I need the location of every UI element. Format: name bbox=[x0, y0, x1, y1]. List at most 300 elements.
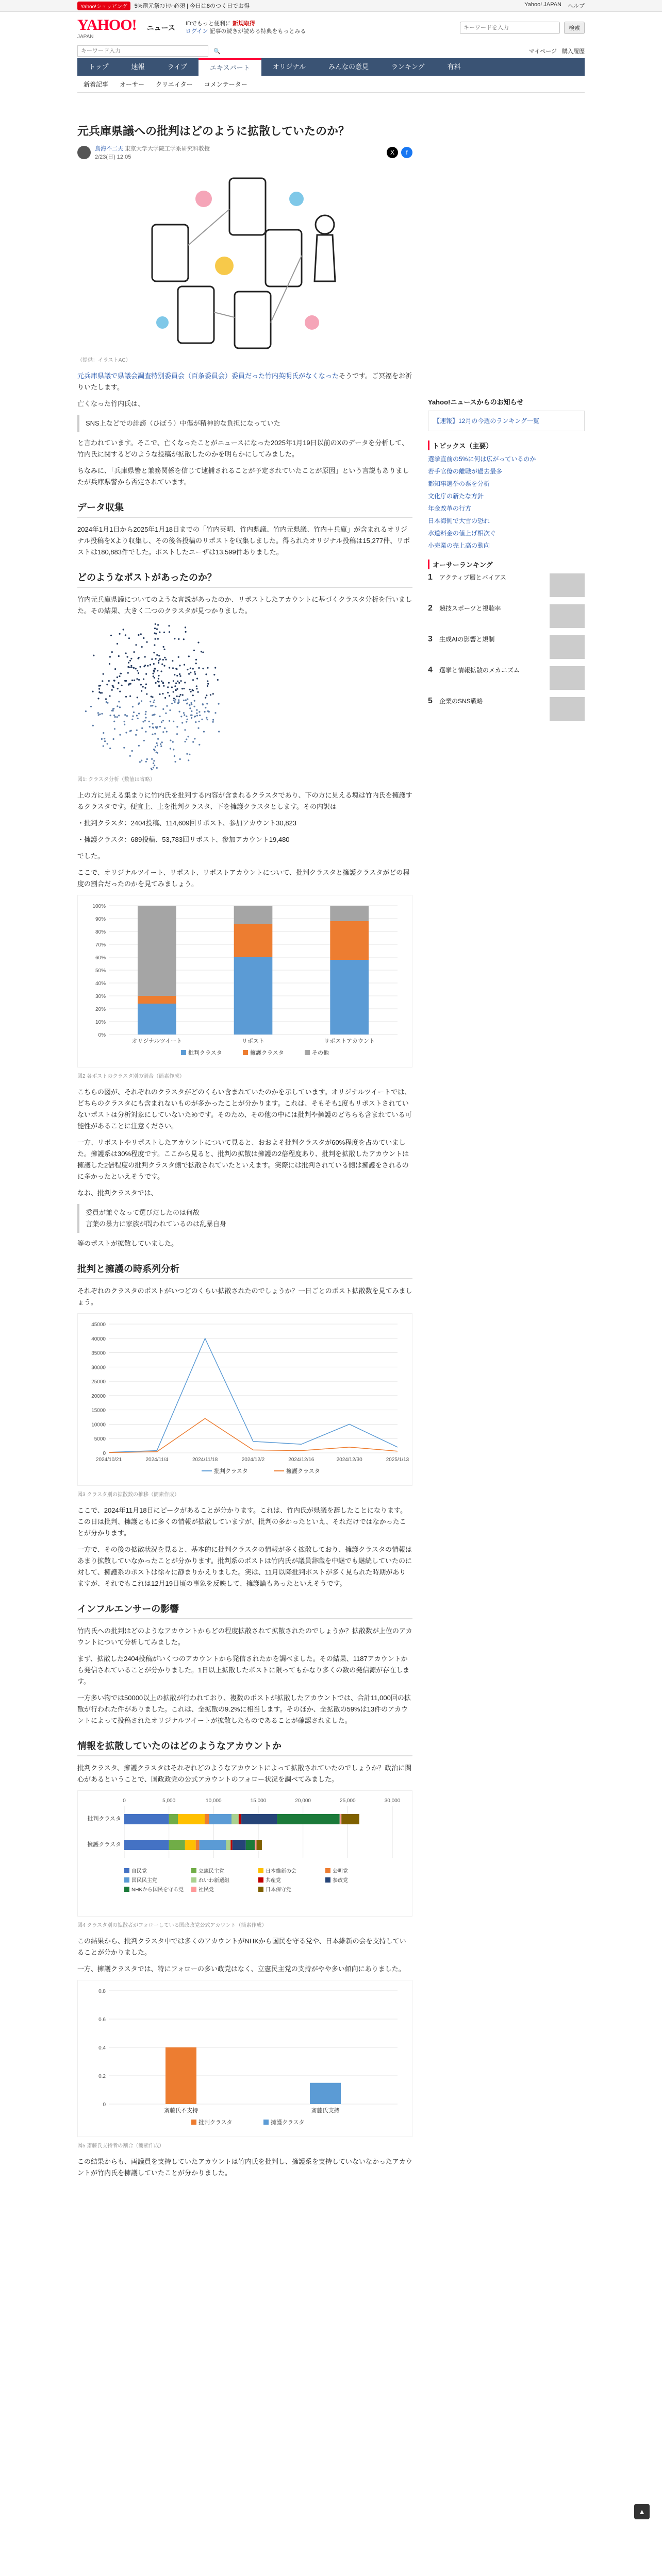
bar-segment bbox=[234, 906, 273, 924]
network-node bbox=[138, 703, 139, 704]
nav-paid[interactable]: 有料 bbox=[447, 63, 461, 71]
legend-swatch bbox=[191, 2120, 196, 2125]
main-nav bbox=[77, 58, 585, 76]
legend-swatch bbox=[124, 1868, 129, 1873]
network-node bbox=[142, 721, 144, 722]
help-link[interactable]: ヘルプ bbox=[568, 3, 585, 9]
login-announcement: IDでもっと便利に 新規取得 ログイン 記事の続きが読める特典をもっとみる bbox=[185, 21, 306, 35]
network-node bbox=[113, 708, 114, 709]
y-tick-label: 90% bbox=[95, 917, 106, 922]
network-node bbox=[163, 685, 164, 687]
network-node bbox=[134, 680, 135, 681]
topic-item[interactable]: 文化庁の新たな方針 bbox=[428, 493, 484, 500]
legend-label: れいわ新選組 bbox=[198, 1878, 229, 1884]
network-node bbox=[131, 667, 133, 668]
ranking-thumbnail bbox=[550, 635, 585, 659]
bar-chart-caption: 図2 各ポストのクラスタ別の割合（簡素作成） bbox=[77, 1074, 185, 1079]
service-name[interactable]: ニュース bbox=[146, 24, 175, 32]
network-node bbox=[176, 733, 178, 735]
y-tick-label: 0 bbox=[103, 2102, 106, 2108]
y-tick-label: 80% bbox=[95, 929, 106, 935]
network-node bbox=[187, 719, 188, 720]
network-node bbox=[144, 687, 146, 689]
y-tick-label: 45000 bbox=[91, 1322, 106, 1328]
paragraph: なお、批判クラスタでは、 bbox=[77, 1189, 158, 1197]
y-tick-label: 0.2 bbox=[98, 2074, 106, 2079]
network-node bbox=[154, 668, 155, 669]
bar-segment bbox=[231, 1814, 239, 1824]
network-node bbox=[114, 728, 115, 730]
network-node bbox=[183, 700, 185, 701]
legend-label: 批判クラスタ bbox=[214, 1468, 248, 1475]
network-node bbox=[173, 700, 175, 701]
bar-segment bbox=[330, 960, 369, 1035]
network-node bbox=[180, 716, 182, 717]
bar bbox=[166, 2047, 196, 2104]
network-node bbox=[161, 741, 163, 743]
x-tick-label: 2024/10/21 bbox=[95, 1457, 122, 1463]
network-node bbox=[196, 678, 198, 680]
network-node bbox=[169, 720, 170, 722]
topic-item[interactable]: 都知事選挙の票を分析 bbox=[428, 480, 490, 487]
ranking-thumbnail bbox=[550, 573, 585, 597]
network-node bbox=[117, 676, 118, 678]
network-node bbox=[188, 759, 189, 761]
bar-segment bbox=[138, 906, 176, 996]
ranking-item[interactable]: 5 企業のSNS戦略 bbox=[428, 697, 585, 721]
network-node bbox=[160, 745, 162, 747]
y-tick-label: 5000 bbox=[94, 1436, 106, 1443]
y-tick-label: 10% bbox=[95, 1020, 106, 1025]
network-node bbox=[129, 731, 131, 732]
y-tick-label: 批判クラスタ bbox=[87, 1816, 121, 1822]
bar bbox=[310, 2083, 341, 2104]
network-node bbox=[186, 703, 188, 704]
network-node bbox=[108, 680, 110, 682]
network-node bbox=[188, 736, 189, 737]
network-node bbox=[121, 685, 123, 686]
bar-segment bbox=[233, 1840, 246, 1850]
network-node bbox=[218, 731, 220, 732]
network-node bbox=[132, 715, 134, 717]
legend-label: 国民民主党 bbox=[131, 1878, 157, 1884]
network-node bbox=[107, 702, 108, 704]
network-node bbox=[183, 638, 185, 640]
paragraph: 一方多い物では50000以上の拡散が行われており、複数のポストが拡散したアカウントでは、合計11,000回の拡散が行われた件がありました。これは、全拡散の9.2%に相当します。そのほか、全拡散の59%は13件のアカウントによって投稿されたオリジナルツイートが拡散したものであることが確認されました。 bbox=[77, 1694, 411, 1724]
section-heading: どのようなポストがあったのか？ bbox=[77, 570, 412, 588]
network-node bbox=[207, 667, 208, 669]
network-node bbox=[114, 716, 116, 718]
network-node bbox=[158, 681, 159, 683]
network-node bbox=[191, 717, 192, 719]
network-node bbox=[128, 637, 130, 639]
network-node bbox=[184, 664, 185, 666]
network-node bbox=[136, 715, 138, 716]
network-node bbox=[156, 742, 158, 744]
x-tick-label: 30,000 bbox=[384, 1798, 401, 1804]
network-node bbox=[174, 674, 175, 675]
network-node bbox=[185, 741, 186, 742]
mypage-link[interactable]: マイページ bbox=[528, 48, 557, 55]
x-tick-label: 2025/1/13 bbox=[386, 1457, 409, 1463]
network-node bbox=[123, 747, 125, 749]
network-node bbox=[217, 679, 219, 681]
network-node bbox=[164, 657, 166, 658]
network-node bbox=[153, 673, 154, 674]
network-node bbox=[201, 651, 202, 652]
x-tick-label: 20,000 bbox=[295, 1798, 311, 1804]
section-heading: データ収集 bbox=[77, 500, 412, 518]
ranking-thumbnail bbox=[550, 666, 585, 690]
network-node bbox=[137, 697, 138, 698]
topic-item[interactable]: 日本海側で大雪の恐れ bbox=[428, 517, 490, 524]
network-node bbox=[144, 656, 146, 657]
network-node bbox=[129, 755, 131, 757]
nav-original[interactable]: オリジナル bbox=[272, 63, 306, 71]
history-link[interactable]: 購入履歴 bbox=[562, 48, 585, 55]
network-node bbox=[171, 686, 173, 688]
paragraph: ここで、オリジナルツイート、リポスト、リポストアカウントについて、批判クラスタと擁護クラスタがどの程度の割合だったのかを見てみましょう。 bbox=[77, 869, 410, 888]
network-node bbox=[110, 635, 112, 636]
network-graph bbox=[77, 622, 232, 771]
network-node bbox=[141, 760, 142, 761]
network-node bbox=[194, 716, 196, 717]
legend-swatch bbox=[258, 1887, 263, 1892]
network-node bbox=[178, 656, 179, 658]
network-node bbox=[172, 667, 174, 669]
nav-breaking[interactable]: 速報 bbox=[131, 63, 145, 71]
paragraph: 亡くなった竹内氏は、 bbox=[77, 400, 145, 408]
promo-link[interactable]: 5%還元祭ｴﾝﾄﾘｰ必須 | 今日は8のつく日でお得 bbox=[134, 3, 250, 9]
topic-item[interactable]: 小売業の売上高の動向 bbox=[428, 542, 490, 549]
nav-expert[interactable]: エキスパート bbox=[198, 58, 261, 76]
network-node bbox=[153, 767, 154, 768]
network-node bbox=[141, 700, 142, 702]
network-node bbox=[214, 712, 216, 714]
network-node bbox=[207, 681, 208, 682]
bar-segment bbox=[257, 1840, 262, 1850]
network-node bbox=[168, 682, 170, 684]
network-node bbox=[119, 734, 121, 736]
ranking-item[interactable]: 2 競技スポーツと視聴率 bbox=[428, 604, 585, 628]
network-node bbox=[98, 688, 100, 690]
network-node bbox=[158, 675, 159, 676]
nav-opinion[interactable]: みんなの意見 bbox=[328, 63, 369, 71]
network-node bbox=[161, 681, 162, 682]
y-tick-label: 35000 bbox=[91, 1350, 106, 1357]
subnav-new[interactable]: 新着記事 bbox=[84, 80, 109, 88]
network-node bbox=[187, 698, 188, 700]
ranking-thumbnail bbox=[550, 697, 585, 721]
network-node bbox=[157, 638, 159, 640]
yahoo-japan-link[interactable]: Yahoo! JAPAN bbox=[524, 2, 561, 8]
legend-swatch bbox=[191, 1887, 196, 1892]
bar-segment bbox=[330, 906, 369, 921]
subnav-creator[interactable]: クリエイター bbox=[156, 80, 193, 88]
network-node bbox=[117, 705, 118, 707]
bar-segment bbox=[234, 957, 273, 1035]
topic-item[interactable]: 水道料金の値上げ相次ぐ bbox=[428, 530, 496, 537]
ranking-item[interactable]: 3 生成AIの影響と規制 bbox=[428, 635, 585, 659]
ranking-item[interactable]: 4 選挙と情報拡散のメカニズム bbox=[428, 666, 585, 690]
search-icon[interactable]: 🔍 bbox=[213, 48, 221, 55]
sidebar-banner-title: Yahoo!ニュースからのお知らせ bbox=[428, 398, 524, 406]
section-heading: 情報を拡散していたのはどのようなアカウントか bbox=[77, 1739, 412, 1756]
paragraph: 竹内氏への批判はどのようなアカウントからどの程度拡散されて拡散されたのでしょうか？拡散数が上位のアカウントについて分析してみました。 bbox=[77, 1627, 412, 1646]
network-node bbox=[98, 714, 100, 716]
network-node bbox=[196, 685, 197, 687]
network-node bbox=[196, 713, 197, 714]
network-node bbox=[181, 722, 183, 723]
nav-ranking[interactable]: ランキング bbox=[391, 63, 425, 71]
network-node bbox=[146, 693, 147, 695]
signup-link[interactable]: 新規取得 bbox=[232, 21, 255, 27]
network-node bbox=[135, 668, 137, 669]
series-line bbox=[109, 1418, 398, 1452]
network-node bbox=[93, 655, 94, 656]
network-node bbox=[193, 650, 195, 651]
network-node bbox=[167, 686, 169, 688]
network-node bbox=[189, 704, 190, 705]
network-node bbox=[169, 631, 170, 633]
network-node bbox=[143, 679, 144, 680]
network-node bbox=[171, 703, 173, 704]
x-share-icon[interactable]: X bbox=[387, 147, 398, 158]
legend-swatch bbox=[258, 1877, 263, 1883]
login-link[interactable]: ログイン bbox=[185, 28, 208, 35]
network-node bbox=[179, 711, 180, 713]
network-node bbox=[162, 708, 164, 710]
topic-item[interactable]: 若手官僚の離職が過去最多 bbox=[428, 468, 503, 475]
network-node bbox=[146, 758, 148, 760]
network-node bbox=[119, 675, 120, 677]
nav-live[interactable]: ライブ bbox=[167, 63, 187, 71]
y-tick-label: 25000 bbox=[91, 1379, 106, 1385]
legend-swatch bbox=[305, 1050, 310, 1055]
network-node bbox=[104, 738, 105, 739]
network-node bbox=[153, 762, 154, 764]
network-node bbox=[199, 715, 201, 716]
network-node bbox=[163, 665, 165, 667]
network-node bbox=[170, 748, 171, 750]
sidebar-banner-item[interactable]: 【速報】12月の今週のランキング一覧 bbox=[428, 411, 585, 431]
network-node bbox=[130, 665, 132, 667]
network-node bbox=[192, 668, 194, 669]
network-node bbox=[158, 655, 160, 656]
network-node bbox=[145, 761, 147, 762]
network-node bbox=[206, 703, 208, 704]
network-node bbox=[207, 719, 208, 720]
network-node bbox=[158, 678, 159, 680]
network-node bbox=[196, 688, 197, 689]
network-node bbox=[106, 684, 108, 685]
network-node bbox=[194, 673, 196, 675]
paragraph: 竹内元兵庫県議についてのような言説があったのか、リポストしたアカウントに基づくクラスタ分析を行いました。その結果、大きく二つのクラスタが見つかりました。 bbox=[77, 596, 412, 615]
network-node bbox=[162, 693, 163, 694]
y-tick-label: 15000 bbox=[91, 1408, 106, 1414]
network-node bbox=[131, 719, 133, 720]
bar-segment bbox=[209, 1814, 231, 1824]
subnav-author[interactable]: オーサー bbox=[120, 80, 145, 88]
legend-swatch bbox=[181, 1050, 186, 1055]
network-node bbox=[107, 743, 108, 744]
ranking-thumbnail bbox=[550, 604, 585, 628]
x-tick-label: 斎藤氏支持 bbox=[311, 2108, 340, 2114]
yahoo-logo[interactable]: YAHOO! JAPAN bbox=[77, 16, 137, 40]
network-node bbox=[178, 699, 179, 701]
network-node bbox=[149, 726, 151, 727]
network-node bbox=[182, 694, 184, 696]
x-tick-label: オリジナルツイート bbox=[131, 1038, 183, 1044]
network-node bbox=[202, 652, 204, 653]
network-node bbox=[135, 644, 137, 646]
network-node bbox=[154, 677, 155, 679]
network-node bbox=[143, 740, 145, 741]
site-search-input[interactable] bbox=[460, 22, 560, 34]
network-node bbox=[138, 658, 139, 659]
network-node bbox=[206, 694, 207, 696]
x-tick-label: 2024/11/4 bbox=[145, 1457, 169, 1463]
network-node bbox=[153, 749, 155, 750]
network-node bbox=[141, 727, 143, 729]
paragraph: 上の方に見える集まりに竹内氏を批判する内容が含まれるクラスタであり、下の方に見える塊は竹内氏を擁護するクラスタです。便宜上、上を批判クラスタ、下を擁護クラスタとします。その内訳は bbox=[77, 791, 412, 810]
article-title: 元兵庫県議への批判はどのように拡散していたのか？ bbox=[77, 125, 350, 138]
network-node bbox=[125, 634, 126, 636]
network-node bbox=[103, 732, 104, 734]
network-node bbox=[173, 680, 174, 682]
network-node bbox=[197, 727, 199, 729]
y-tick-label: 20000 bbox=[91, 1393, 106, 1399]
news-search-input[interactable] bbox=[77, 45, 208, 57]
legend-swatch bbox=[325, 1877, 330, 1883]
network-node bbox=[103, 745, 104, 747]
network-node bbox=[166, 731, 168, 733]
network-node bbox=[154, 714, 155, 715]
legend-swatch bbox=[191, 1877, 196, 1883]
network-node bbox=[125, 732, 127, 733]
network-node bbox=[150, 664, 151, 666]
network-node bbox=[118, 682, 119, 684]
network-node bbox=[117, 716, 118, 718]
network-node bbox=[205, 697, 206, 699]
network-node bbox=[154, 765, 155, 766]
ranking-item[interactable]: 1 アクティブ層とバイアス bbox=[428, 573, 585, 597]
site-search-button[interactable]: 検索 bbox=[564, 22, 585, 34]
network-node bbox=[145, 731, 146, 733]
author-name[interactable]: 鳥海不二夫 bbox=[95, 146, 123, 152]
series-line bbox=[109, 1338, 398, 1452]
network-node bbox=[101, 713, 103, 715]
network-node bbox=[131, 750, 133, 752]
network-node bbox=[152, 734, 153, 735]
y-tick-label: 20% bbox=[95, 1007, 106, 1012]
x-tick-label: 2024/11/18 bbox=[192, 1457, 218, 1463]
bar-segment bbox=[246, 1840, 255, 1850]
author-avatar[interactable] bbox=[77, 146, 91, 159]
share-buttons bbox=[387, 147, 412, 158]
network-node bbox=[205, 707, 206, 708]
bar-segment bbox=[200, 1840, 226, 1850]
support-bar-chart bbox=[77, 1980, 412, 2137]
network-node bbox=[85, 710, 87, 712]
facebook-share-icon[interactable]: f bbox=[401, 147, 412, 158]
nav-top[interactable]: トップ bbox=[89, 63, 109, 71]
network-node bbox=[120, 673, 121, 674]
network-node bbox=[212, 721, 214, 723]
network-node bbox=[118, 701, 120, 702]
section-heading: 批判と擁護の時系列分析 bbox=[77, 1262, 412, 1279]
x-tick-label: 2024/12/16 bbox=[288, 1457, 315, 1463]
scroll-top-button[interactable]: ▲ bbox=[634, 2504, 650, 2519]
article-date: 2/23(日) 12:05 bbox=[95, 154, 131, 160]
network-node bbox=[153, 760, 155, 761]
network-node bbox=[187, 669, 188, 670]
network-node bbox=[97, 698, 99, 699]
network-node bbox=[155, 623, 156, 625]
network-node bbox=[151, 768, 152, 769]
network-node bbox=[192, 694, 194, 696]
y-tick-label: 0.4 bbox=[98, 2045, 106, 2051]
network-node bbox=[159, 726, 161, 727]
bar-segment bbox=[196, 1840, 200, 1850]
bar-segment bbox=[169, 1814, 178, 1824]
network-node bbox=[152, 696, 153, 698]
network-node bbox=[162, 720, 164, 721]
network-node bbox=[127, 656, 128, 657]
network-node bbox=[117, 688, 119, 689]
network-node bbox=[173, 749, 174, 750]
network-node bbox=[109, 695, 110, 697]
network-node bbox=[180, 680, 182, 682]
legend-label: 擁護クラスタ bbox=[286, 1468, 320, 1475]
y-tick-label: 40000 bbox=[91, 1336, 106, 1342]
network-node bbox=[190, 672, 191, 673]
network-node bbox=[168, 625, 170, 626]
top-utility-bar bbox=[0, 0, 662, 12]
network-node bbox=[157, 744, 158, 746]
shopping-pill[interactable]: Yahoo!ショッピング bbox=[77, 2, 130, 10]
network-node bbox=[118, 655, 120, 657]
network-node bbox=[155, 658, 157, 659]
stat-line: ・擁護クラスタ：689投稿、53,783回リポスト、参加アカウント19,480 bbox=[77, 836, 290, 843]
x-tick-label: 斎藤氏不支持 bbox=[164, 2108, 198, 2114]
network-node bbox=[197, 691, 199, 693]
subnav-commentator[interactable]: コメンテーター bbox=[204, 80, 247, 88]
x-tick-label: 2024/12/2 bbox=[241, 1457, 265, 1463]
quote-block: SNS上などでの誹謗（ひぼう）中傷が精神的な負担になっていた bbox=[77, 415, 412, 432]
paragraph: 批判クラスタ、擁護クラスタはそれぞれどのようなアカウントによって拡散されていたのでしょうか？政治に関心があるということで、国政政党の公式アカウントのフォロー状況を調べてみました。 bbox=[77, 1764, 412, 1783]
topic-item[interactable]: 年金改革の行方 bbox=[428, 505, 472, 512]
x-tick-label: リポスト bbox=[242, 1038, 264, 1044]
network-node bbox=[113, 721, 115, 722]
y-tick-label: 0% bbox=[98, 1032, 106, 1038]
ranking-title: オーサーランキング bbox=[428, 560, 585, 569]
network-node bbox=[140, 633, 142, 635]
network-node bbox=[165, 659, 167, 660]
paragraph: この結果からも、両議員を支持していたアカウントは竹内氏を批判し、擁護系を支持していないなかったアカウントが竹内氏を擁護していたことが分かりました。 bbox=[77, 2158, 412, 2177]
legend-swatch bbox=[325, 1868, 330, 1873]
topic-item[interactable]: 選挙直前の5%に何は広がっているのか bbox=[428, 455, 536, 463]
legend-swatch bbox=[124, 1887, 129, 1892]
network-node bbox=[214, 667, 216, 669]
network-node bbox=[154, 670, 155, 672]
network-node bbox=[92, 691, 93, 692]
network-node bbox=[202, 703, 204, 705]
network-node bbox=[212, 693, 214, 694]
network-node bbox=[139, 666, 141, 668]
bar-segment bbox=[241, 1814, 277, 1824]
header-illustration bbox=[142, 168, 348, 353]
